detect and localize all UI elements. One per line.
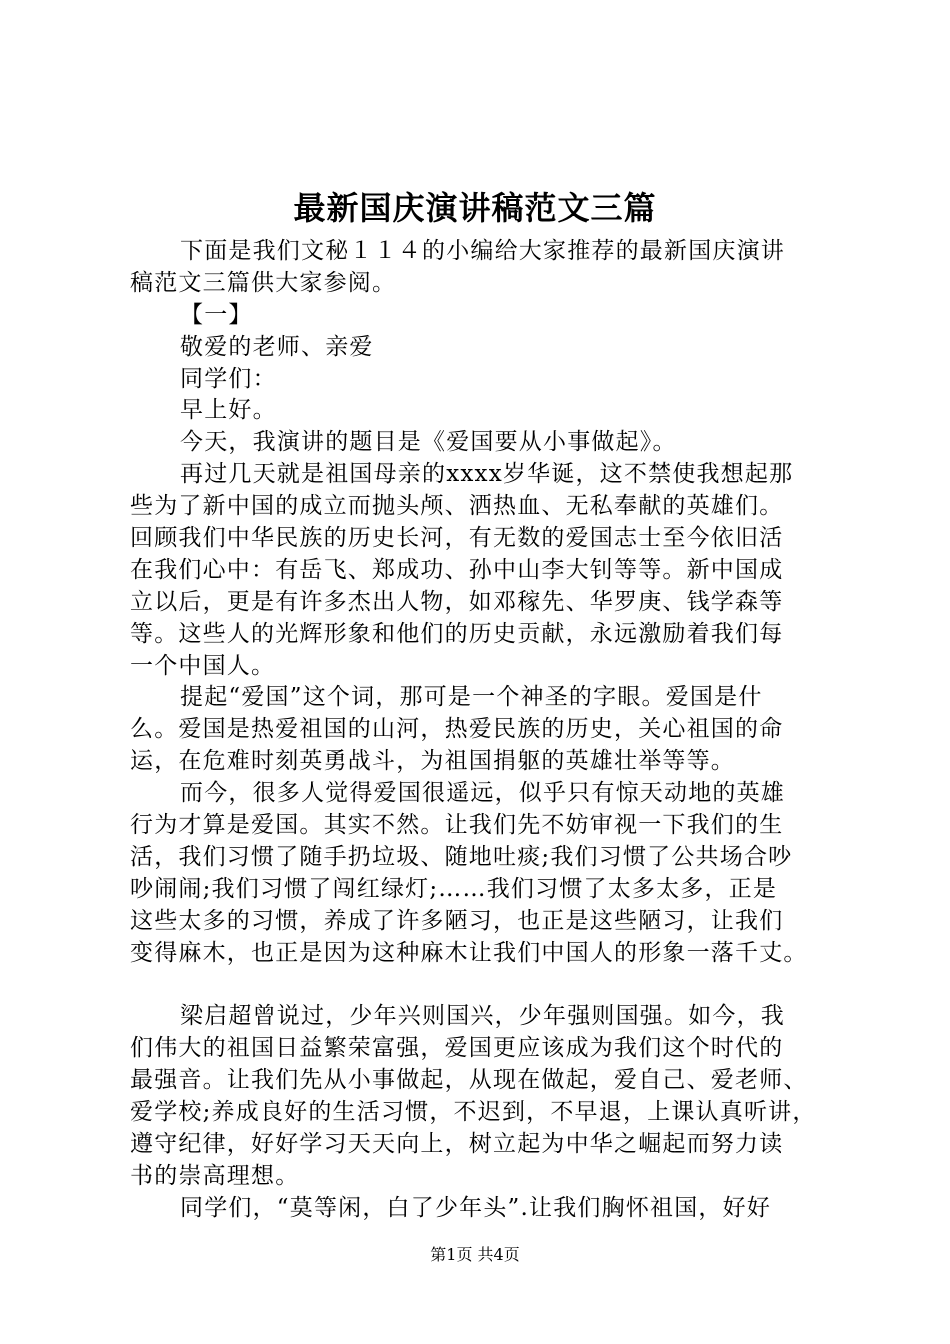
text-line: 运，在危难时刻英勇战斗，为祖国捐躯的英雄壮举等等。 (130, 748, 735, 775)
text-line: 敬爱的老师、亲爱 (180, 333, 374, 360)
text-line: 下面是我们文秘１１４的小编给大家推荐的最新国庆演讲 (180, 238, 785, 264)
document-body (130, 236, 850, 1225)
text-line: 回顾我们中华民族的历史长河，有无数的爱国志士至今依旧活 (130, 525, 784, 552)
text-line: 这些太多的习惯，养成了许多陋习，也正是这些陋习，让我们 (130, 907, 784, 934)
text-line: 吵闹闹;我们习惯了闯红绿灯;……我们习惯了太多太多，正是 (130, 875, 778, 902)
text-line: 么。爱国是热爱祖国的山河，热爱民族的历史，关心祖国的命 (130, 716, 784, 743)
text-line: 今天，我演讲的题目是《爱国要从小事做起》。 (180, 429, 677, 456)
text-line: 活，我们习惯了随手扔垃圾、随地吐痰;我们习惯了公共场合吵 (130, 843, 793, 870)
text-line: 些为了新中国的成立而抛头颅、洒热血、无私奉献的英雄们。 (130, 493, 784, 520)
text-line: 提起“爱国”这个词，那可是一个神圣的字眼。爱国是什 (180, 684, 763, 711)
text-line: 爱学校;养成良好的生活习惯，不迟到，不早退，上课认真听讲， (130, 1099, 817, 1126)
text-line: 而今，很多人觉得爱国很遥远，似乎只有惊天动地的英雄 (180, 780, 785, 807)
text-line: 一个中国人。 (130, 652, 276, 679)
text-line: 再过几天就是祖国母亲的xxxx岁华诞，这不禁使我想起那 (180, 461, 794, 488)
text-line: 遵守纪律，好好学习天天向上，树立起为中华之崛起而努力读 (130, 1130, 784, 1157)
page-footer: 第1页 共4页 (430, 1245, 520, 1264)
text-line: 在我们心中：有岳飞、郑成功、孙中山李大钊等等。新中国成 (130, 556, 784, 583)
document-title: 最新国庆演讲稿范文三篇 (293, 189, 657, 227)
text-line: 书的崇高理想。 (130, 1162, 300, 1189)
text-line: 稿范文三篇供大家参阅。 (130, 269, 397, 296)
text-line: 们伟大的祖国日益繁荣富强，爱国更应该成为我们这个时代的 (130, 1035, 784, 1062)
text-line: 立以后，更是有许多杰出人物，如邓稼先、华罗庚、钱学森等 (130, 588, 784, 615)
text-line: 同学们，“莫等闲，白了少年头”.让我们胸怀祖国，好好 (180, 1194, 772, 1221)
text-line: 变得麻木，也正是因为这种麻木让我们中国人的形象一落千丈。 (130, 939, 808, 966)
text-line: 【一】 (180, 301, 253, 328)
text-line: 最强音。让我们先从小事做起，从现在做起，爱自己、爱老师、 (130, 1067, 808, 1094)
blank-line (130, 969, 850, 1001)
text-line: 早上好。 (180, 397, 277, 424)
text-line: 等。这些人的光辉形象和他们的历史贡献，永远激励着我们每 (130, 620, 784, 647)
text-line: 同学们： (180, 365, 277, 392)
text-line: 行为才算是爱国。其实不然。让我们先不妨审视一下我们的生 (130, 812, 784, 839)
text-line: 梁启超曾说过，少年兴则国兴，少年强则国强。如今，我 (180, 1003, 785, 1030)
